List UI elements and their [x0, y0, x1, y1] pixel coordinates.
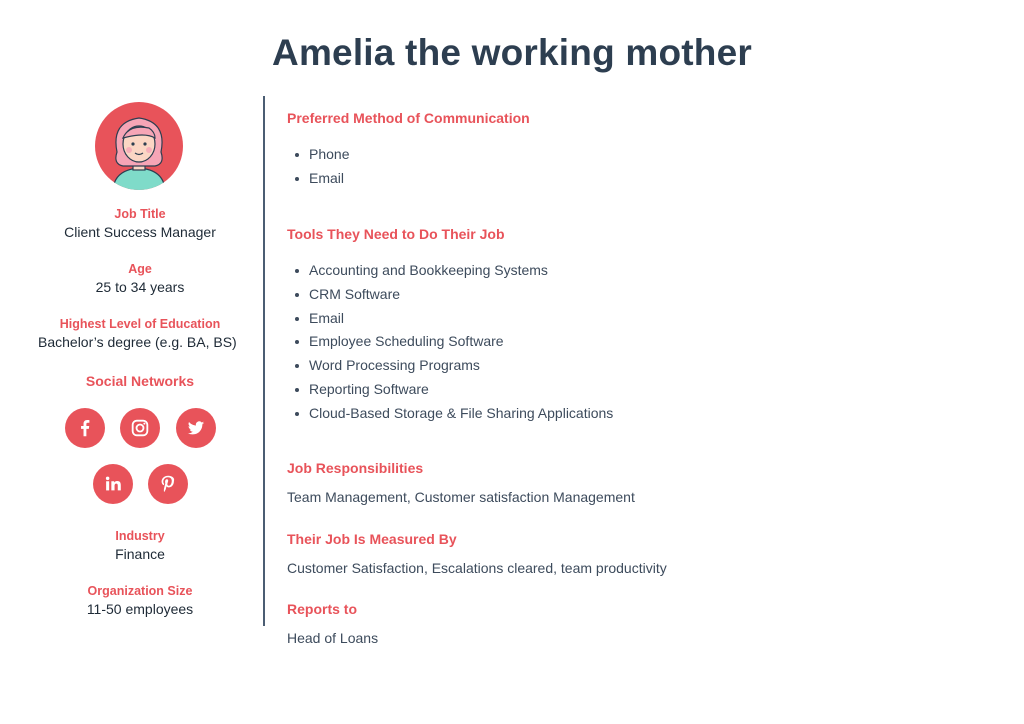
responsibilities-text: Team Management, Customer satisfaction Management	[287, 489, 635, 505]
tools-list	[295, 259, 613, 426]
measured-text: Customer Satisfaction, Escalations cleared, team productivity	[287, 560, 667, 576]
linkedin-icon[interactable]	[93, 464, 133, 504]
org-size-value: 11-50 employees	[86, 601, 194, 617]
list-item: CRM Software	[295, 283, 613, 307]
age-label: Age	[128, 262, 152, 276]
social-networks-field	[30, 373, 250, 391]
reports-text: Head of Loans	[287, 630, 379, 646]
reports-heading: Reports to	[287, 601, 357, 617]
measured-heading: Their Job Is Measured By	[287, 531, 457, 547]
industry-field	[30, 529, 250, 562]
list-item: Employee Scheduling Software	[295, 330, 613, 354]
list-item: Email	[295, 167, 349, 191]
social-networks-label: Social Networks	[85, 373, 195, 389]
list-item: Cloud-Based Storage & File Sharing Applications	[295, 402, 613, 426]
page-title: Amelia the working mother	[272, 32, 752, 73]
avatar	[95, 102, 183, 190]
twitter-icon[interactable]	[176, 408, 216, 448]
list-item: Word Processing Programs	[295, 354, 613, 378]
list-item: Phone	[295, 143, 349, 167]
communication-list	[295, 143, 349, 191]
job-title-value: Client Success Manager	[64, 224, 216, 240]
responsibilities-heading: Job Responsibilities	[287, 460, 424, 476]
list-item: Reporting Software	[295, 378, 613, 402]
communication-heading: Preferred Method of Communication	[287, 110, 530, 126]
age-field	[30, 262, 250, 295]
tools-heading: Tools They Need to Do Their Job	[287, 226, 505, 242]
column-divider	[263, 96, 265, 626]
education-label: Highest Level of Education	[59, 317, 221, 331]
instagram-icon[interactable]	[120, 408, 160, 448]
industry-value: Finance	[115, 546, 165, 562]
education-field	[30, 317, 250, 350]
org-size-field	[30, 584, 250, 617]
industry-label: Industry	[115, 529, 165, 543]
list-item: Accounting and Bookkeeping Systems	[295, 259, 613, 283]
facebook-icon[interactable]	[65, 408, 105, 448]
list-item: Email	[295, 307, 613, 331]
age-value: 25 to 34 years	[95, 279, 185, 295]
education-value: Bachelor’s degree (e.g. BA, BS)	[38, 334, 237, 350]
job-title-field	[30, 207, 250, 240]
org-size-label: Organization Size	[87, 584, 193, 598]
pinterest-icon[interactable]	[148, 464, 188, 504]
job-title-label: Job Title	[114, 207, 166, 221]
